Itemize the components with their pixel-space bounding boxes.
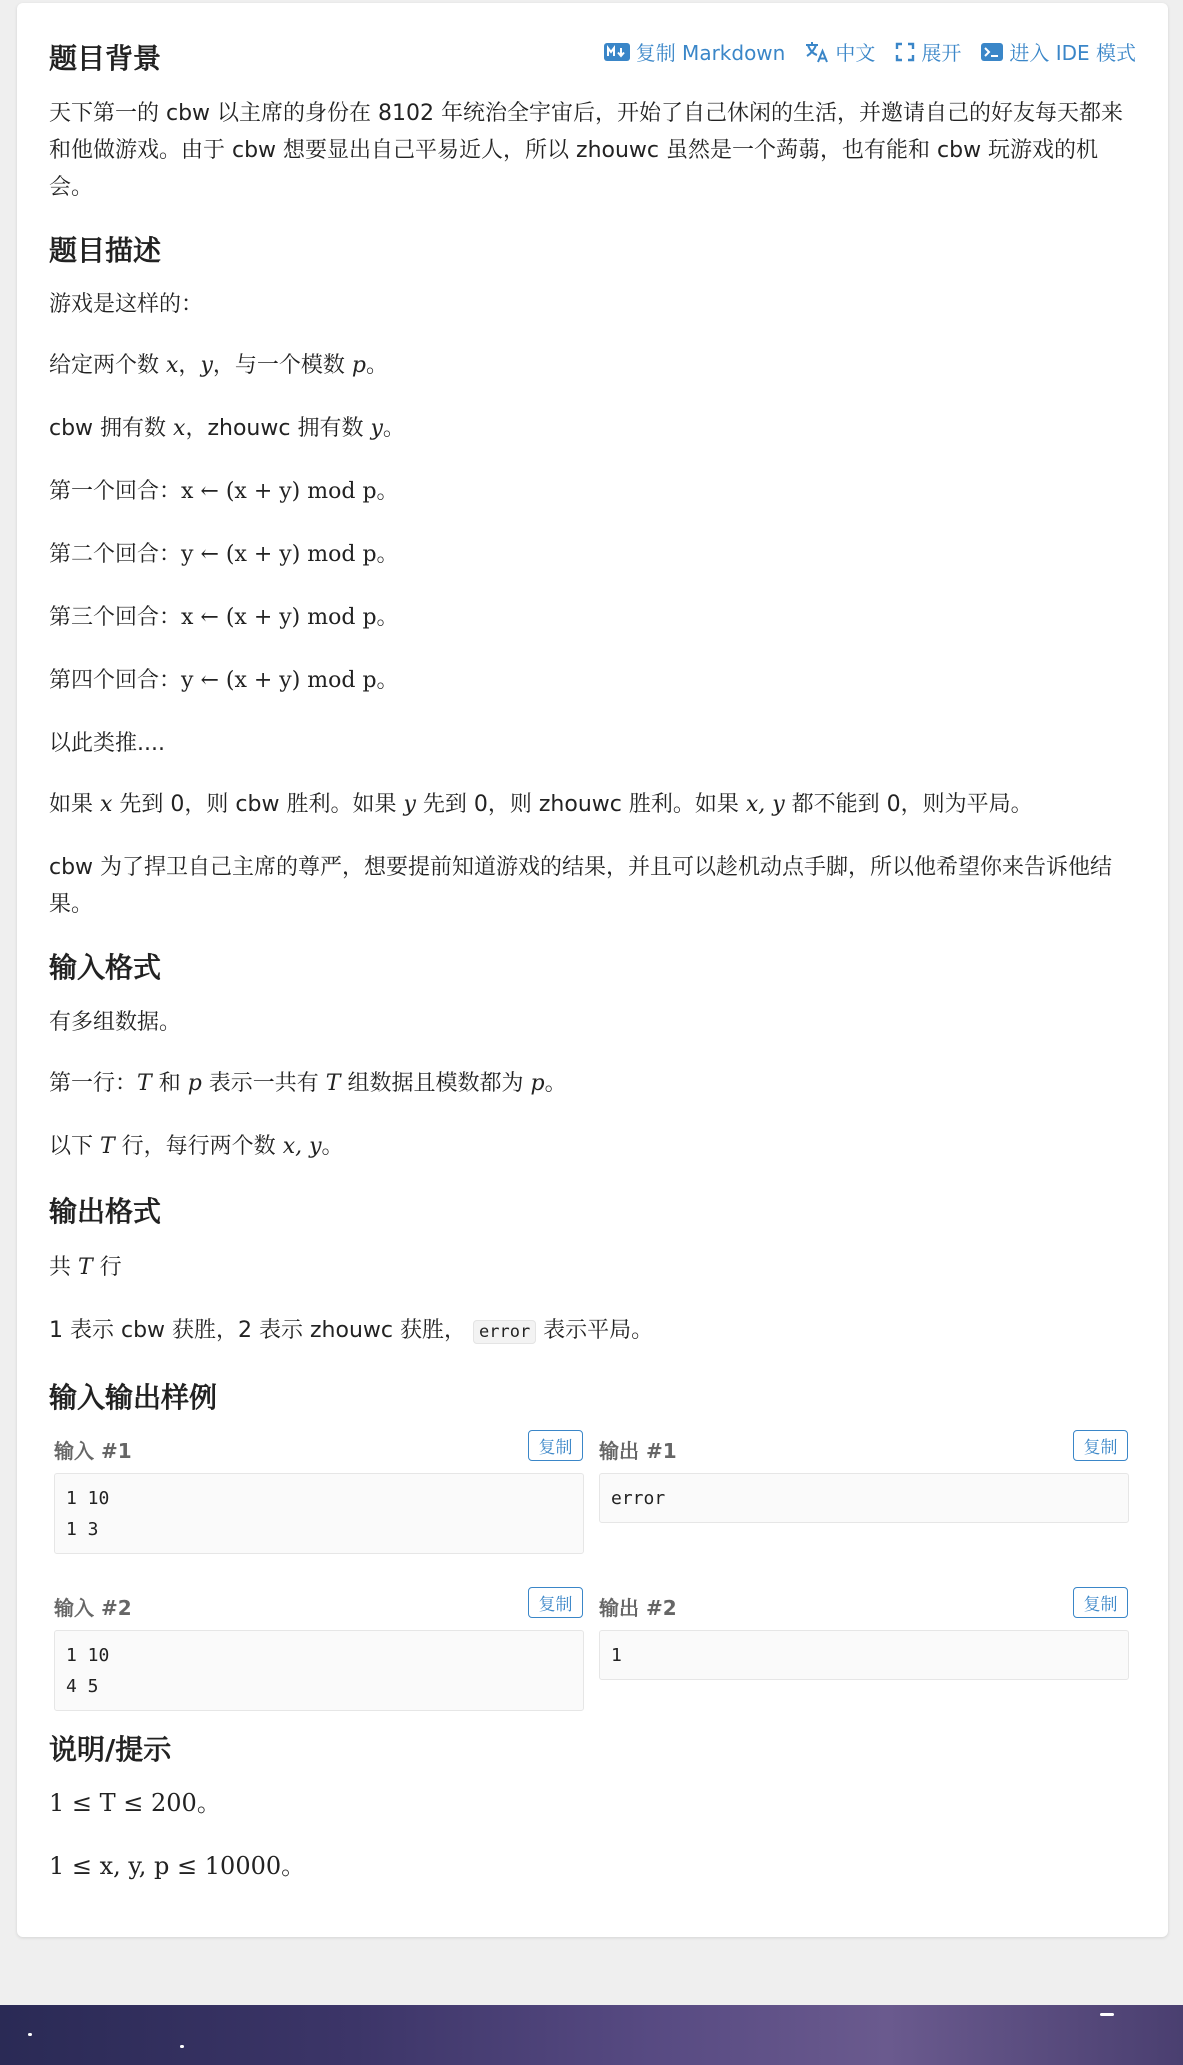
background-heading: 题目背景 <box>49 42 162 75</box>
round-1: 第一个回合：x ← (x + y) mod p。 <box>49 479 399 504</box>
star-decoration <box>28 2033 32 2036</box>
sample-input-label: 输入 #2 <box>54 1596 132 1620</box>
description-intro: 游戏是这样的： <box>49 292 204 317</box>
hint-constraint-2: 1 ≤ x, y, p ≤ 10000。 <box>49 1852 306 1880</box>
expand-button[interactable] <box>895 37 961 66</box>
sample-input-label: 输入 #1 <box>54 1439 132 1463</box>
language-label: 中文 <box>835 41 876 65</box>
copy-markdown-label: 复制 Markdown <box>635 41 786 65</box>
ide-mode-label: 进入 IDE 模式 <box>1009 41 1136 65</box>
input-format-heading: 输入格式 <box>49 951 162 984</box>
error-code: error <box>473 1320 536 1344</box>
input-format-p3: 以下 T 行，每行两个数 x, y。 <box>49 1134 344 1159</box>
description-heading: 题目描述 <box>49 234 162 267</box>
round-4: 第四个回合：y ← (x + y) mod p。 <box>49 668 399 693</box>
round-2: 第二个回合：y ← (x + y) mod p。 <box>49 542 399 567</box>
sample-input-1: 1 10 1 3 <box>54 1473 584 1554</box>
sample-output-label: 输出 #1 <box>599 1439 677 1463</box>
markdown-icon <box>604 43 630 61</box>
hint-constraint-1: 1 ≤ T ≤ 200。 <box>49 1789 221 1817</box>
output-format-heading: 输出格式 <box>49 1195 162 1228</box>
star-decoration <box>180 2045 184 2048</box>
copy-output-2-button[interactable]: 复制 <box>1073 1587 1128 1618</box>
sample-output-2: 1 <box>599 1630 1129 1680</box>
expand-icon <box>895 42 915 62</box>
translate-icon <box>805 41 829 63</box>
input-format-p2: 第一行：T 和 p 表示一共有 T 组数据且模数都为 p。 <box>49 1071 567 1096</box>
sample-input-2: 1 10 4 5 <box>54 1630 584 1711</box>
background-text: 天下第一的 cbw 以主席的身份在 8102 年统治全宇宙后，开始了自己休闲的生活，并邀请自己的好友每天都来和他做游戏。由于 cbw 想要显出自己平易近人，所以 zhouwc 虽然是一个蒟蒻，也有能和 cbw 玩游戏的机会。 <box>49 101 1124 200</box>
round-3: 第三个回合：x ← (x + y) mod p。 <box>49 605 399 630</box>
page-background-image <box>0 2005 1183 2065</box>
hint-heading: 说明/提示 <box>49 1733 172 1766</box>
language-button[interactable] <box>805 37 875 66</box>
description-final: cbw 为了捍卫自己主席的尊严，想要提前知道游戏的结果，并且可以趁机动点手脚，所以他希望你来告诉他结果。 <box>49 855 1113 917</box>
problem-toolbar <box>604 37 1136 66</box>
terminal-icon <box>981 43 1003 61</box>
expand-label: 展开 <box>921 41 962 65</box>
description-owners: cbw 拥有数 x，zhouwc 拥有数 y。 <box>49 416 405 441</box>
ide-mode-button[interactable] <box>981 37 1136 66</box>
copy-markdown-button[interactable] <box>604 37 786 66</box>
sample-output-label: 输出 #2 <box>599 1596 677 1620</box>
input-format-p1: 有多组数据。 <box>49 1010 182 1035</box>
copy-input-1-button[interactable]: 复制 <box>528 1430 583 1461</box>
description-etc: 以此类推.... <box>49 731 165 756</box>
copy-output-1-button[interactable]: 复制 <box>1073 1430 1128 1461</box>
sample-output-1: error <box>599 1473 1129 1523</box>
copy-input-2-button[interactable]: 复制 <box>528 1587 583 1618</box>
output-format-p1: 共 T 行 <box>49 1255 122 1280</box>
star-decoration <box>1100 2013 1114 2016</box>
description-given: 给定两个数 x，y，与一个模数 p。 <box>49 353 388 378</box>
description-rules: 如果 x 先到 0，则 cbw 胜利。如果 y 先到 0，则 zhouwc 胜利。如果 x, y 都不能到 0，则为平局。 <box>49 792 1033 817</box>
samples-heading: 输入输出样例 <box>49 1381 218 1414</box>
output-format-p2: 1 表示 cbw 获胜，2 表示 zhouwc 获胜， error 表示平局。 <box>49 1318 654 1343</box>
problem-card <box>17 3 1168 1937</box>
